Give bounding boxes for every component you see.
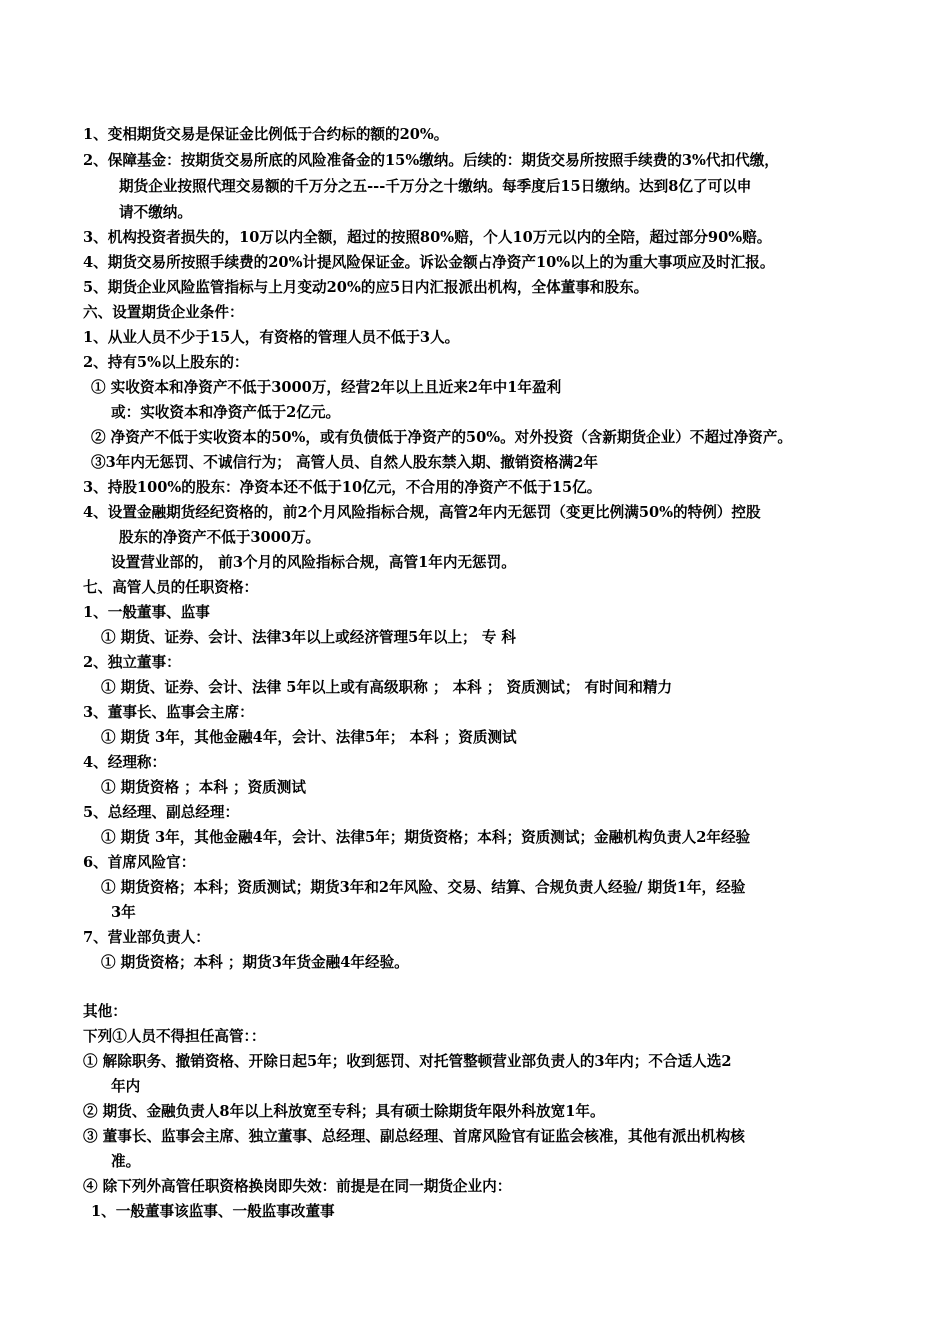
text-line: ① 期货资格 ；本科 ；资质测试 xyxy=(101,779,306,796)
text-line: 3、机构投资者损失的，10万以内全额，超过的按照80%赔，个人10万元以内的全陪，超过部分90%赔。 xyxy=(83,229,772,246)
text-line: 1、变相期货交易是保证金比例低于合约标的额的20%。 xyxy=(83,126,449,143)
text-line: 4、经理称： xyxy=(83,754,167,771)
text-line: ② 净资产不低于实收资本的50%，或有负债低于净资产的50%。对外投资（含新期货企业）不超过净资产。 xyxy=(91,429,792,446)
text-line: ① 实收资本和净资产不低于3000万，经营2年以上且近来2年中1年盈利 xyxy=(91,379,562,396)
text-line: 准。 xyxy=(111,1153,141,1170)
text-line: ③3年内无惩罚、不诚信行为； 高管人员、自然人股东禁入期、撤销资格满2年 xyxy=(91,454,598,471)
text-line: 1、从业人员不少于15人，有资格的管理人员不低于3人。 xyxy=(83,329,460,346)
text-line: ① 解除职务、撤销资格、开除日起5年；收到惩罚、对托管整顿营业部负责人的3年内；不合适人选2 xyxy=(83,1053,732,1070)
text-line: ① 期货 3年，其他金融4年，会计、法律5年； 本科 ；资质测试 xyxy=(101,729,517,746)
text-line: 4、期货交易所按照手续费的20%计提风险保证金。诉讼金额占净资产10%以上的为重大事项应及时汇报。 xyxy=(83,254,775,271)
text-line: 3、董事长、监事会主席： xyxy=(83,704,254,721)
text-line: 股东的净资产不低于3000万。 xyxy=(119,529,321,546)
text-line: 或：实收资本和净资产低于2亿元。 xyxy=(111,404,341,421)
section-heading: 其他： xyxy=(83,1003,127,1020)
text-line: 期货企业按照代理交易额的千万分之五---千万分之十缴纳。每季度后15日缴纳。达到8亿了可以申 xyxy=(119,178,752,195)
text-line: 年内 xyxy=(111,1078,141,1095)
text-line: ① 期货、证券、会计、法律 5年以上或有高级职称 ； 本科 ； 资质测试； 有时间和精力 xyxy=(101,679,673,696)
text-line: 6、首席风险官： xyxy=(83,854,196,871)
text-line: ① 期货 3年，其他金融4年，会计、法律5年；期货资格；本科；资质测试；金融机构负责人2年经验 xyxy=(101,829,751,846)
text-line: 下列①人员不得担任高管：： xyxy=(83,1028,266,1045)
text-line: ① 期货资格；本科；资质测试；期货3年和2年风险、交易、结算、合规负责人经验/ 期货1年，经验 xyxy=(101,879,746,896)
text-line: 2、保障基金：按期货交易所底的风险准备金的15%缴纳。后续的：期货交易所按照手续费的3%代扣代缴， xyxy=(83,152,779,169)
text-line: 7、营业部负责人： xyxy=(83,929,210,946)
text-line: ③ 董事长、监事会主席、独立董事、总经理、副总经理、首席风险官有证监会核准，其他有派出机构核 xyxy=(83,1128,745,1145)
text-line: ① 期货资格；本科 ；期货3年货金融4年经验。 xyxy=(101,954,409,971)
text-line: 2、独立董事： xyxy=(83,654,181,671)
text-line: 3年 xyxy=(111,904,136,921)
text-line: 1、一般董事该监事、一般监事改董事 xyxy=(91,1203,335,1220)
text-line: 2、持有5%以上股东的： xyxy=(83,354,249,371)
text-line: ④ 除下列外高管任职资格换岗即失效：前提是在同一期货企业内： xyxy=(83,1178,512,1195)
section-heading: 六、设置期货企业条件： xyxy=(83,304,244,321)
text-line: 设置营业部的， 前3个月的风险指标合规，高管1年内无惩罚。 xyxy=(111,554,516,571)
text-line: 4、设置金融期货经纪资格的，前2个月风险指标合规，高管2年内无惩罚（变更比例满50%的特例）控股 xyxy=(83,504,761,521)
section-heading: 七、高管人员的任职资格： xyxy=(83,579,259,596)
text-line: 5、期货企业风险监管指标与上月变动20%的应5日内汇报派出机构，全体董事和股东。 xyxy=(83,279,649,296)
text-line: 1、一般董事、监事 xyxy=(83,604,210,621)
text-line: 3、持股100%的股东：净资本还不低于10亿元，不合用的净资产不低于15亿。 xyxy=(83,479,602,496)
text-line: ① 期货、证券、会计、法律3年以上或经济管理5年以上； 专 科 xyxy=(101,629,516,646)
text-line: 请不缴纳。 xyxy=(119,204,192,221)
text-line: 5、总经理、副总经理： xyxy=(83,804,240,821)
text-line: ② 期货、金融负责人8年以上科放宽至专科；具有硕士除期货年限外科放宽1年。 xyxy=(83,1103,605,1120)
